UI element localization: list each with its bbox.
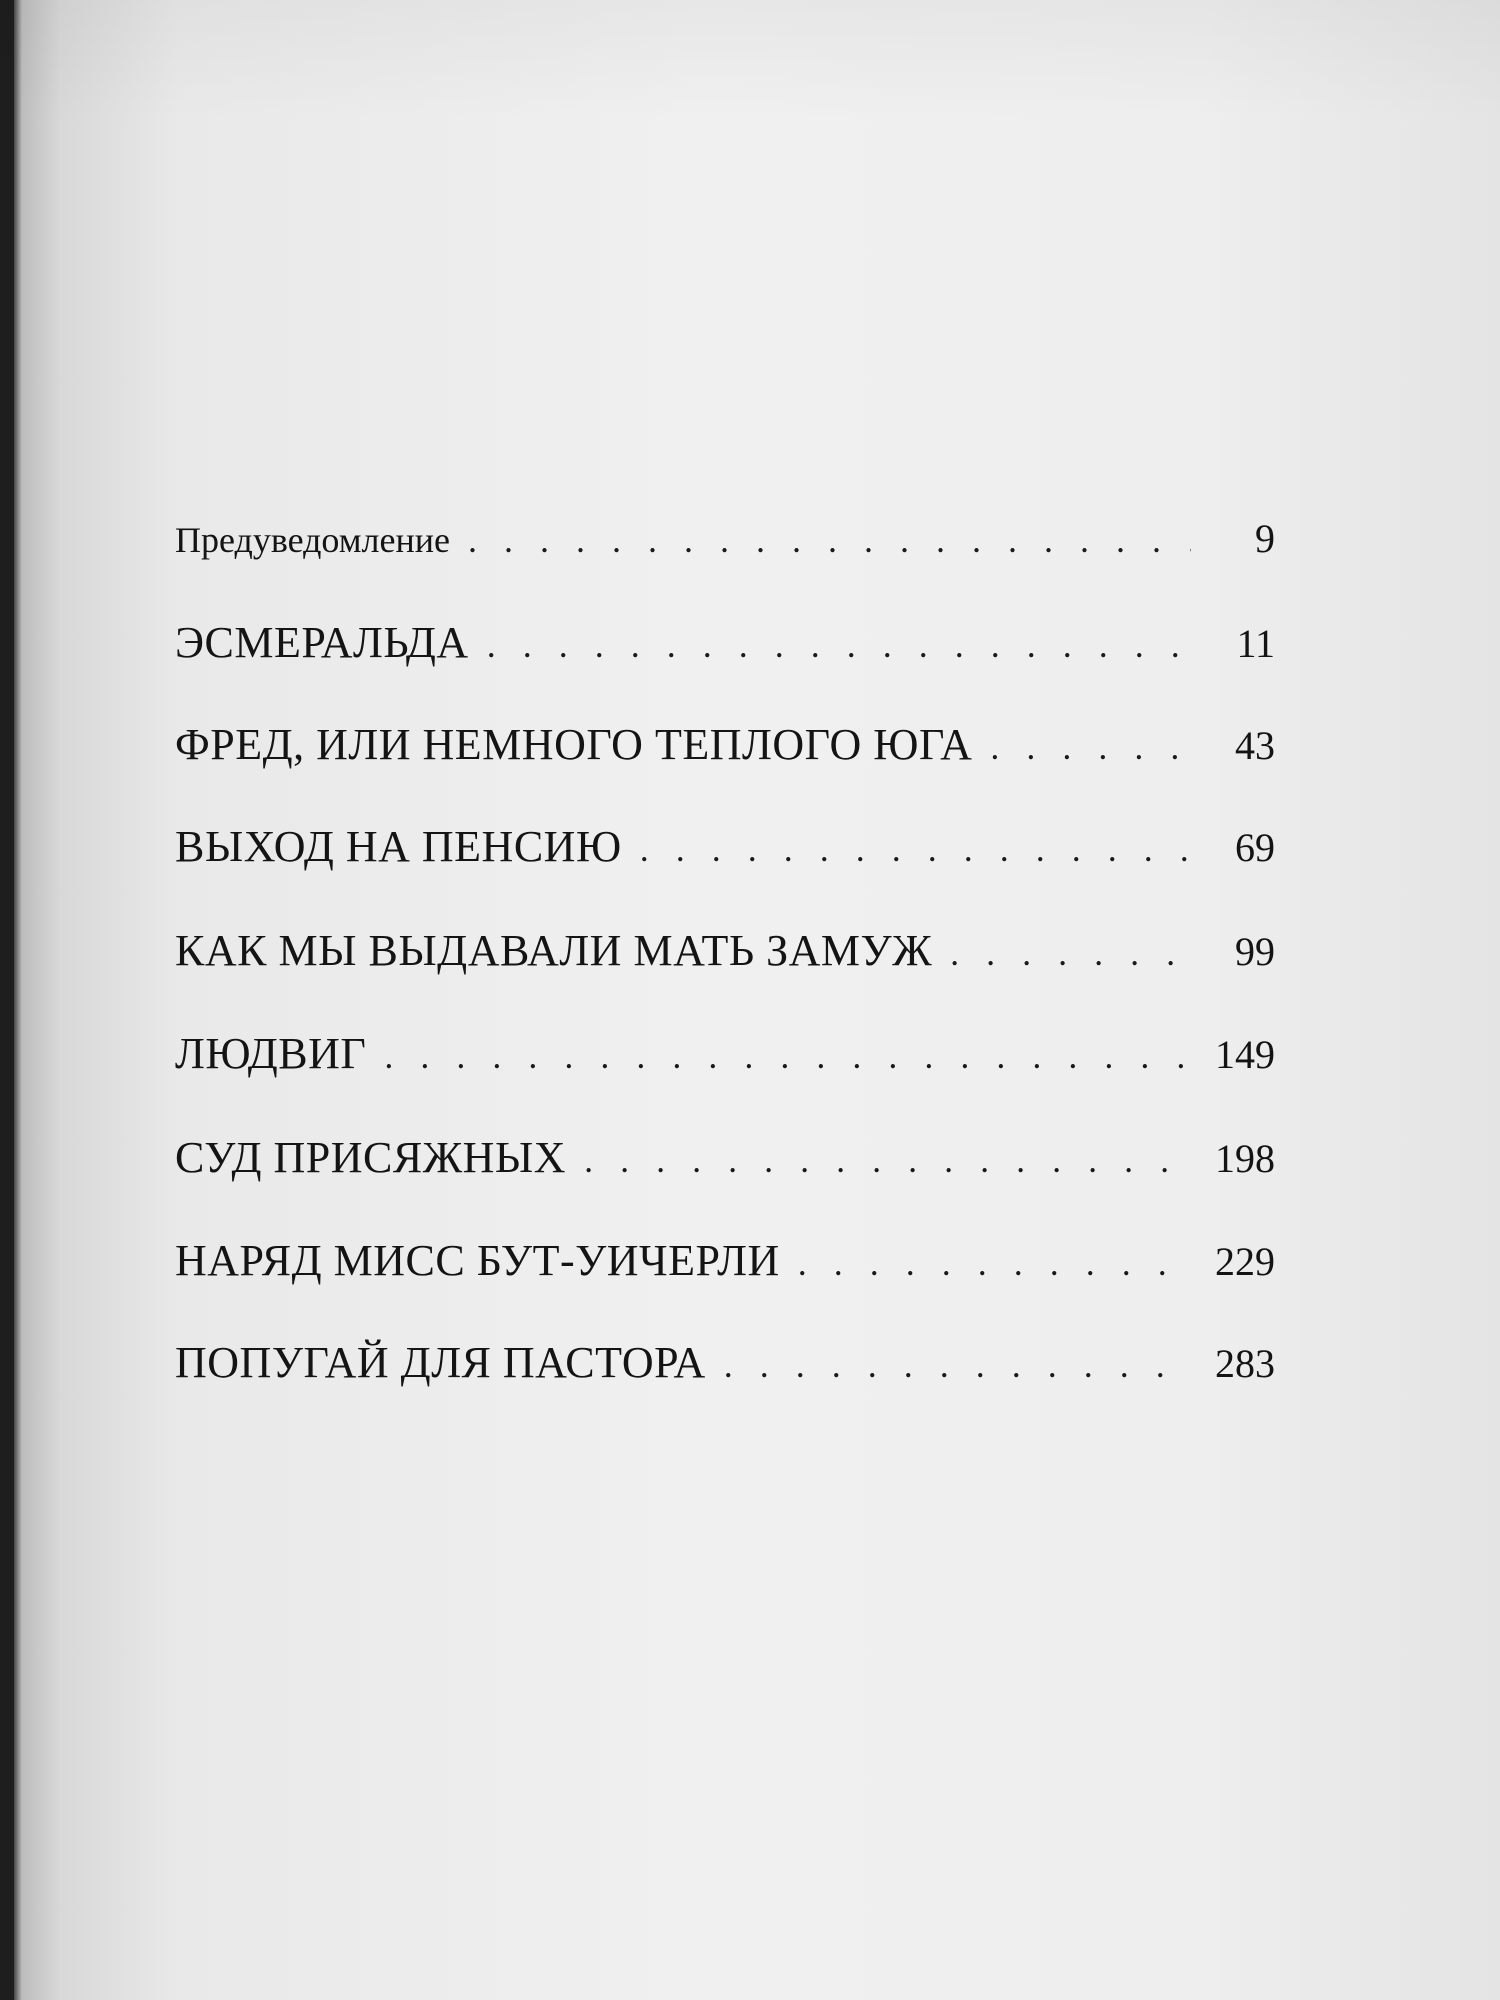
toc-leader-dots	[950, 932, 1191, 974]
toc-entry	[175, 515, 1275, 575]
toc-entry	[175, 1337, 1275, 1397]
toc-entry-title: ФРЕД, ИЛИ НЕМНОГО ТЕПЛОГО ЮГА	[175, 720, 973, 769]
toc-entry	[175, 1132, 1275, 1192]
toc-leader-dots	[990, 726, 1191, 768]
toc-entry	[175, 617, 1275, 677]
toc-entry	[175, 1028, 1275, 1088]
toc-leader-dots	[724, 1344, 1191, 1386]
toc-entry-title: КАК МЫ ВЫДАВАЛИ МАТЬ ЗАМУЖ	[175, 926, 933, 975]
toc-leader-dots	[584, 1139, 1191, 1181]
toc-entry-title: Предуведомление	[175, 520, 450, 560]
toc-entry-page: 11	[1236, 621, 1275, 666]
toc-entry	[175, 821, 1275, 881]
toc-leader-dots	[468, 519, 1191, 561]
toc-entry-title: ПОПУГАЙ ДЛЯ ПАСТОРА	[175, 1338, 706, 1387]
toc-leader-dots	[487, 624, 1191, 666]
toc-entry	[175, 925, 1275, 985]
toc-entry-title: ЛЮДВИГ	[175, 1029, 367, 1078]
toc-entry-page: 9	[1255, 516, 1275, 561]
toc-entry-page: 198	[1215, 1136, 1275, 1181]
toc-entry-title: ВЫХОД НА ПЕНСИЮ	[175, 822, 622, 871]
toc-entry-page: 229	[1215, 1239, 1275, 1284]
toc-entry-title: ЭСМЕРАЛЬДА	[175, 618, 469, 667]
book-spine	[0, 0, 14, 2000]
toc-entry-page: 149	[1215, 1032, 1275, 1077]
toc-leader-dots	[798, 1242, 1191, 1284]
toc-leader-dots	[384, 1035, 1191, 1077]
toc-entry-page: 99	[1235, 929, 1275, 974]
toc-entry-title: СУД ПРИСЯЖНЫХ	[175, 1133, 567, 1182]
toc-entry	[175, 1235, 1275, 1295]
toc-leader-dots	[640, 828, 1191, 870]
toc-entry-page: 69	[1235, 825, 1275, 870]
page-shadow	[0, 0, 1500, 120]
toc-entry-page: 43	[1235, 723, 1275, 768]
toc-entry	[175, 719, 1275, 779]
toc-entry-title: НАРЯД МИСС БУТ-УИЧЕРЛИ	[175, 1236, 780, 1285]
toc-entry-page: 283	[1215, 1341, 1275, 1386]
